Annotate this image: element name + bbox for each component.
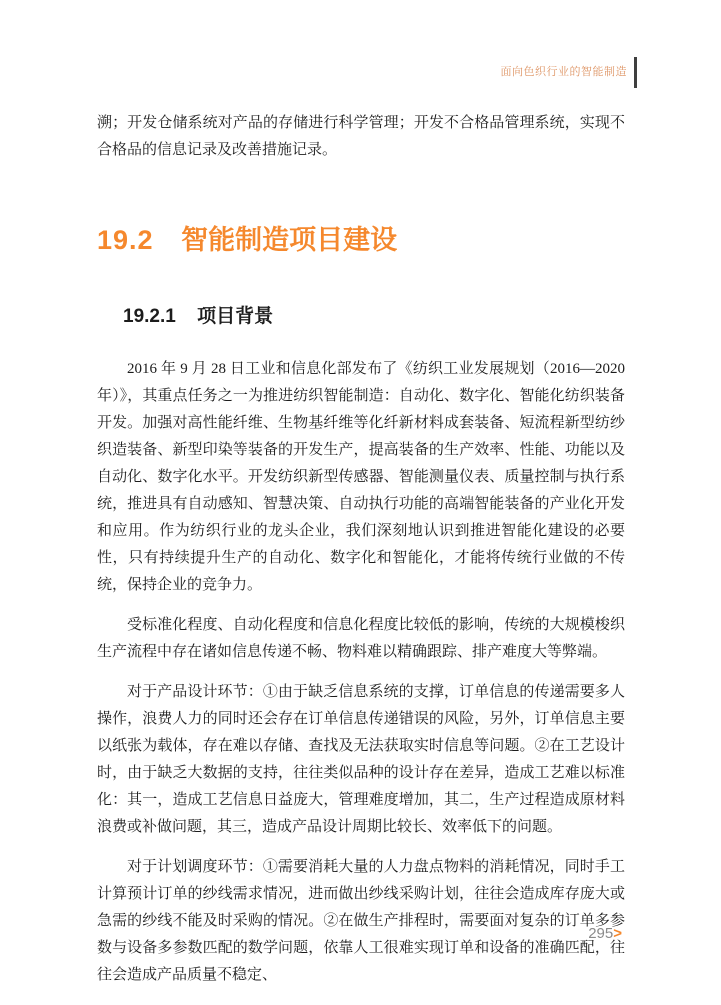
running-title: 面向色织行业的智能制造: [500, 66, 627, 78]
section-number: 19.2: [97, 225, 154, 255]
page-number: 295: [588, 925, 614, 942]
section-heading: [97, 222, 625, 258]
subsection-heading: [123, 304, 625, 330]
subsection-title: 项目背景: [197, 306, 274, 327]
section-title: 智能制造项目建设: [181, 225, 398, 255]
intro-paragraph: 溯；开发仓储系统对产品的存储进行科学管理；开发不合格品管理系统，实现不合格品的信息记录及改善措施记录。: [97, 115, 625, 158]
main-text-column: [97, 110, 625, 1002]
body-paragraph-background: 2016 年 9 月 28 日工业和信息化部发布了《纺织工业发展规划（2016—2020 年）》，其重点任务之一为推进纺织智能制造：自动化、数字化、智能化纺织装备开发。加强对高性能纤维、生物基纤维等化纤新材料成套装备、短流程新型纺纱织造装备、新型印染等装备的开发生产，提高装备的生产效率、性能、功能以及自动化、数字化水平。开发纺织新型传感器、智能测量仪表、质量控制与执行系统，推进具有自动感知、智慧决策、自动执行功能的高端智能装备的产业化开发和应用。作为纺织行业的龙头企业，我们深刻地认识到推进智能化建设的必要性，只有持续提升生产的自动化、数字化和智能化，才能将传统行业做的不传统，保持企业的竞争力。: [97, 361, 625, 593]
subsection-number: 19.2.1: [123, 306, 176, 327]
running-header: [501, 56, 638, 88]
next-page-arrow-icon: >: [613, 925, 622, 942]
page-footer: [588, 924, 622, 944]
body-paragraph-drawbacks: 受标准化程度、自动化程度和信息化程度比较低的影响，传统的大规模梭织生产流程中存在诸如信息传递不畅、物料难以精确跟踪、排产难度大等弊端。: [97, 617, 625, 660]
header-divider-bar: [634, 57, 637, 88]
body-paragraph-planning-scheduling: 对于计划调度环节：①需要消耗大量的人力盘点物料的消耗情况，同时手工计算预计订单的纱线需求情况，进而做出纱线采购计划，往往会造成库存庞大或急需的纱线不能及时采购的情况。②在做生产排程时，需要面对复杂的订单多参数与设备多参数匹配的数学问题，依靠人工很难实现订单和设备的准确匹配，往往会造成产品质量不稳定、: [97, 859, 625, 983]
body-paragraph-product-design: 对于产品设计环节：①由于缺乏信息系统的支撑，订单信息的传递需要多人操作，浪费人力的同时还会存在订单信息传递错误的风险，另外，订单信息主要以纸张为载体，存在难以存储、查找及无法获取实时信息等问题。②在工艺设计时，由于缺乏大数据的支持，往往类似品种的设计存在差异，造成工艺难以标准化：其一，造成工艺信息日益庞大，管理难度增加，其二，生产过程造成原材料浪费或补做问题，其三，造成产品设计周期比较长、效率低下的问题。: [97, 684, 625, 835]
